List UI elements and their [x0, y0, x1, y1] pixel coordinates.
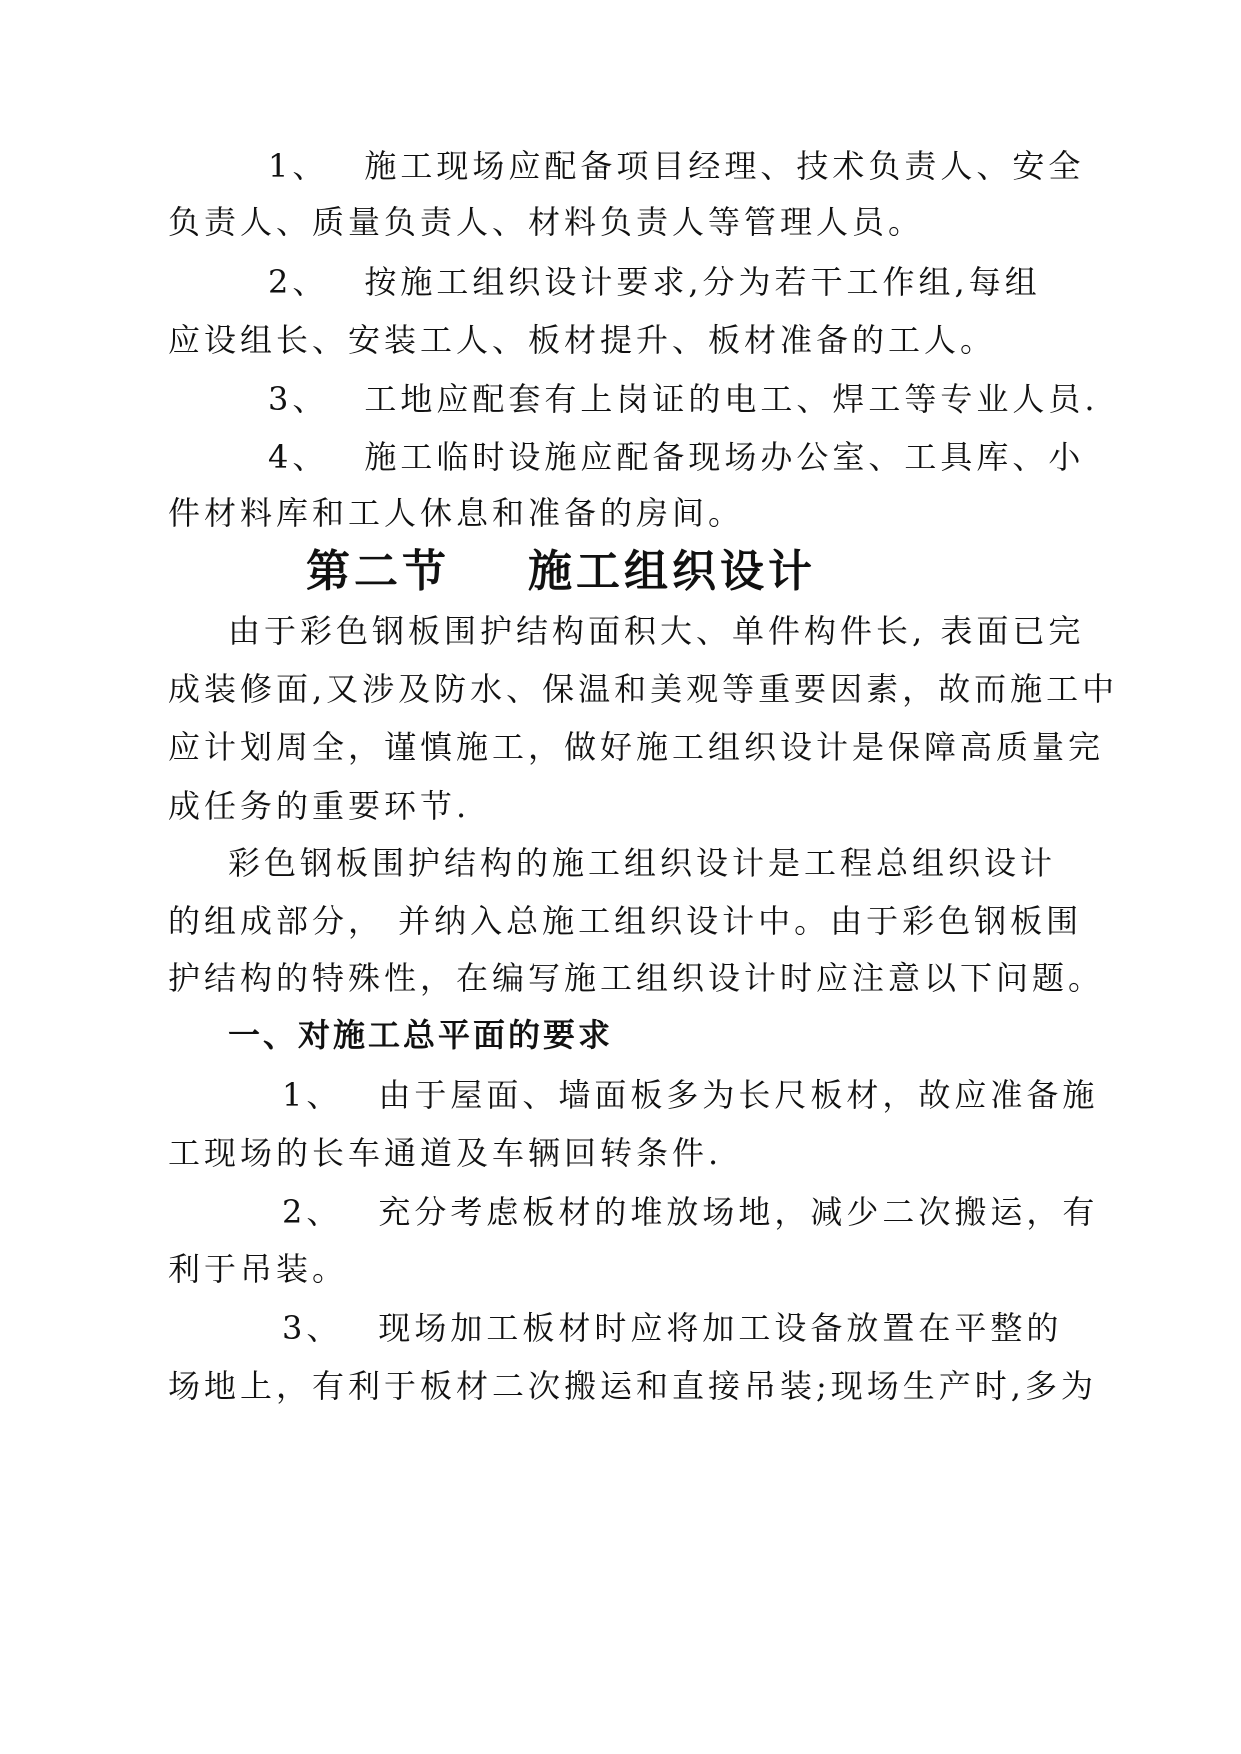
list-text: 施工现场应配备项目经理、技术负责人、安全 [364, 147, 1085, 185]
staffing-item-4-line-1 [268, 437, 1084, 477]
list-number: 3、 [282, 1309, 343, 1347]
staffing-item-2-line-2: 应设组长、安装工人、板材提升、板材准备的工人。 [168, 321, 997, 359]
intro-paragraph-2-line-2: 的组成部分， 并纳入总施工组织设计中。由于彩色钢板围 [168, 902, 1083, 940]
section-heading [306, 544, 816, 600]
staffing-item-3-line-1 [268, 379, 1099, 419]
intro-paragraph-1-line-4: 成任务的重要环节. [168, 787, 471, 825]
list-text: 施工临时设施应配备现场办公室、工具库、小 [364, 438, 1085, 476]
subsection-heading: 一、对施工总平面的要求 [228, 1016, 614, 1054]
requirement-1-line-2: 工现场的长车通道及车辆回转条件. [168, 1134, 723, 1172]
list-number: 4、 [268, 438, 329, 476]
intro-paragraph-2-line-3: 护结构的特殊性，在编写施工组织设计时应注意以下问题。 [168, 959, 1105, 997]
intro-paragraph-1-line-2: 成装修面,又涉及防水、保温和美观等重要因素，故而施工中 [168, 670, 1119, 708]
staffing-item-1-line-1 [268, 146, 1084, 186]
staffing-item-1-line-2: 负责人、质量负责人、材料负责人等管理人员。 [168, 203, 925, 241]
section-number: 第二节 [306, 546, 450, 597]
requirement-2-line-1 [282, 1192, 1098, 1232]
list-number: 1、 [282, 1076, 343, 1114]
list-number: 2、 [268, 263, 329, 301]
list-text: 由于屋面、墙面板多为长尺板材，故应准备施 [378, 1076, 1099, 1114]
staffing-item-4-line-2: 件材料库和工人休息和准备的房间。 [168, 494, 745, 532]
list-number: 1、 [268, 147, 329, 185]
list-number: 3、 [268, 380, 329, 418]
requirement-1-line-1 [282, 1075, 1098, 1115]
intro-paragraph-1-line-1: 由于彩色钢板围护结构面积大、单件构件长, 表面已完 [228, 612, 1085, 650]
list-text: 工地应配套有上岗证的电工、焊工等专业人员. [364, 380, 1099, 418]
intro-paragraph-1-line-3: 应计划周全，谨慎施工，做好施工组织设计是保障高质量完 [168, 728, 1105, 766]
requirement-3-line-1 [282, 1308, 1062, 1348]
section-title: 施工组织设计 [528, 546, 816, 597]
list-number: 2、 [282, 1193, 343, 1231]
intro-paragraph-2-line-1: 彩色钢板围护结构的施工组织设计是工程总组织设计 [228, 844, 1057, 882]
requirement-2-line-2: 利于吊装。 [168, 1250, 349, 1288]
list-text: 按施工组织设计要求,分为若干工作组,每组 [364, 263, 1041, 301]
staffing-item-2-line-1 [268, 262, 1041, 302]
requirement-3-line-2: 场地上，有利于板材二次搬运和直接吊装;现场生产时,多为 [168, 1367, 1097, 1405]
list-text: 现场加工板材时应将加工设备放置在平整的 [378, 1309, 1063, 1347]
list-text: 充分考虑板材的堆放场地，减少二次搬运，有 [378, 1193, 1099, 1231]
